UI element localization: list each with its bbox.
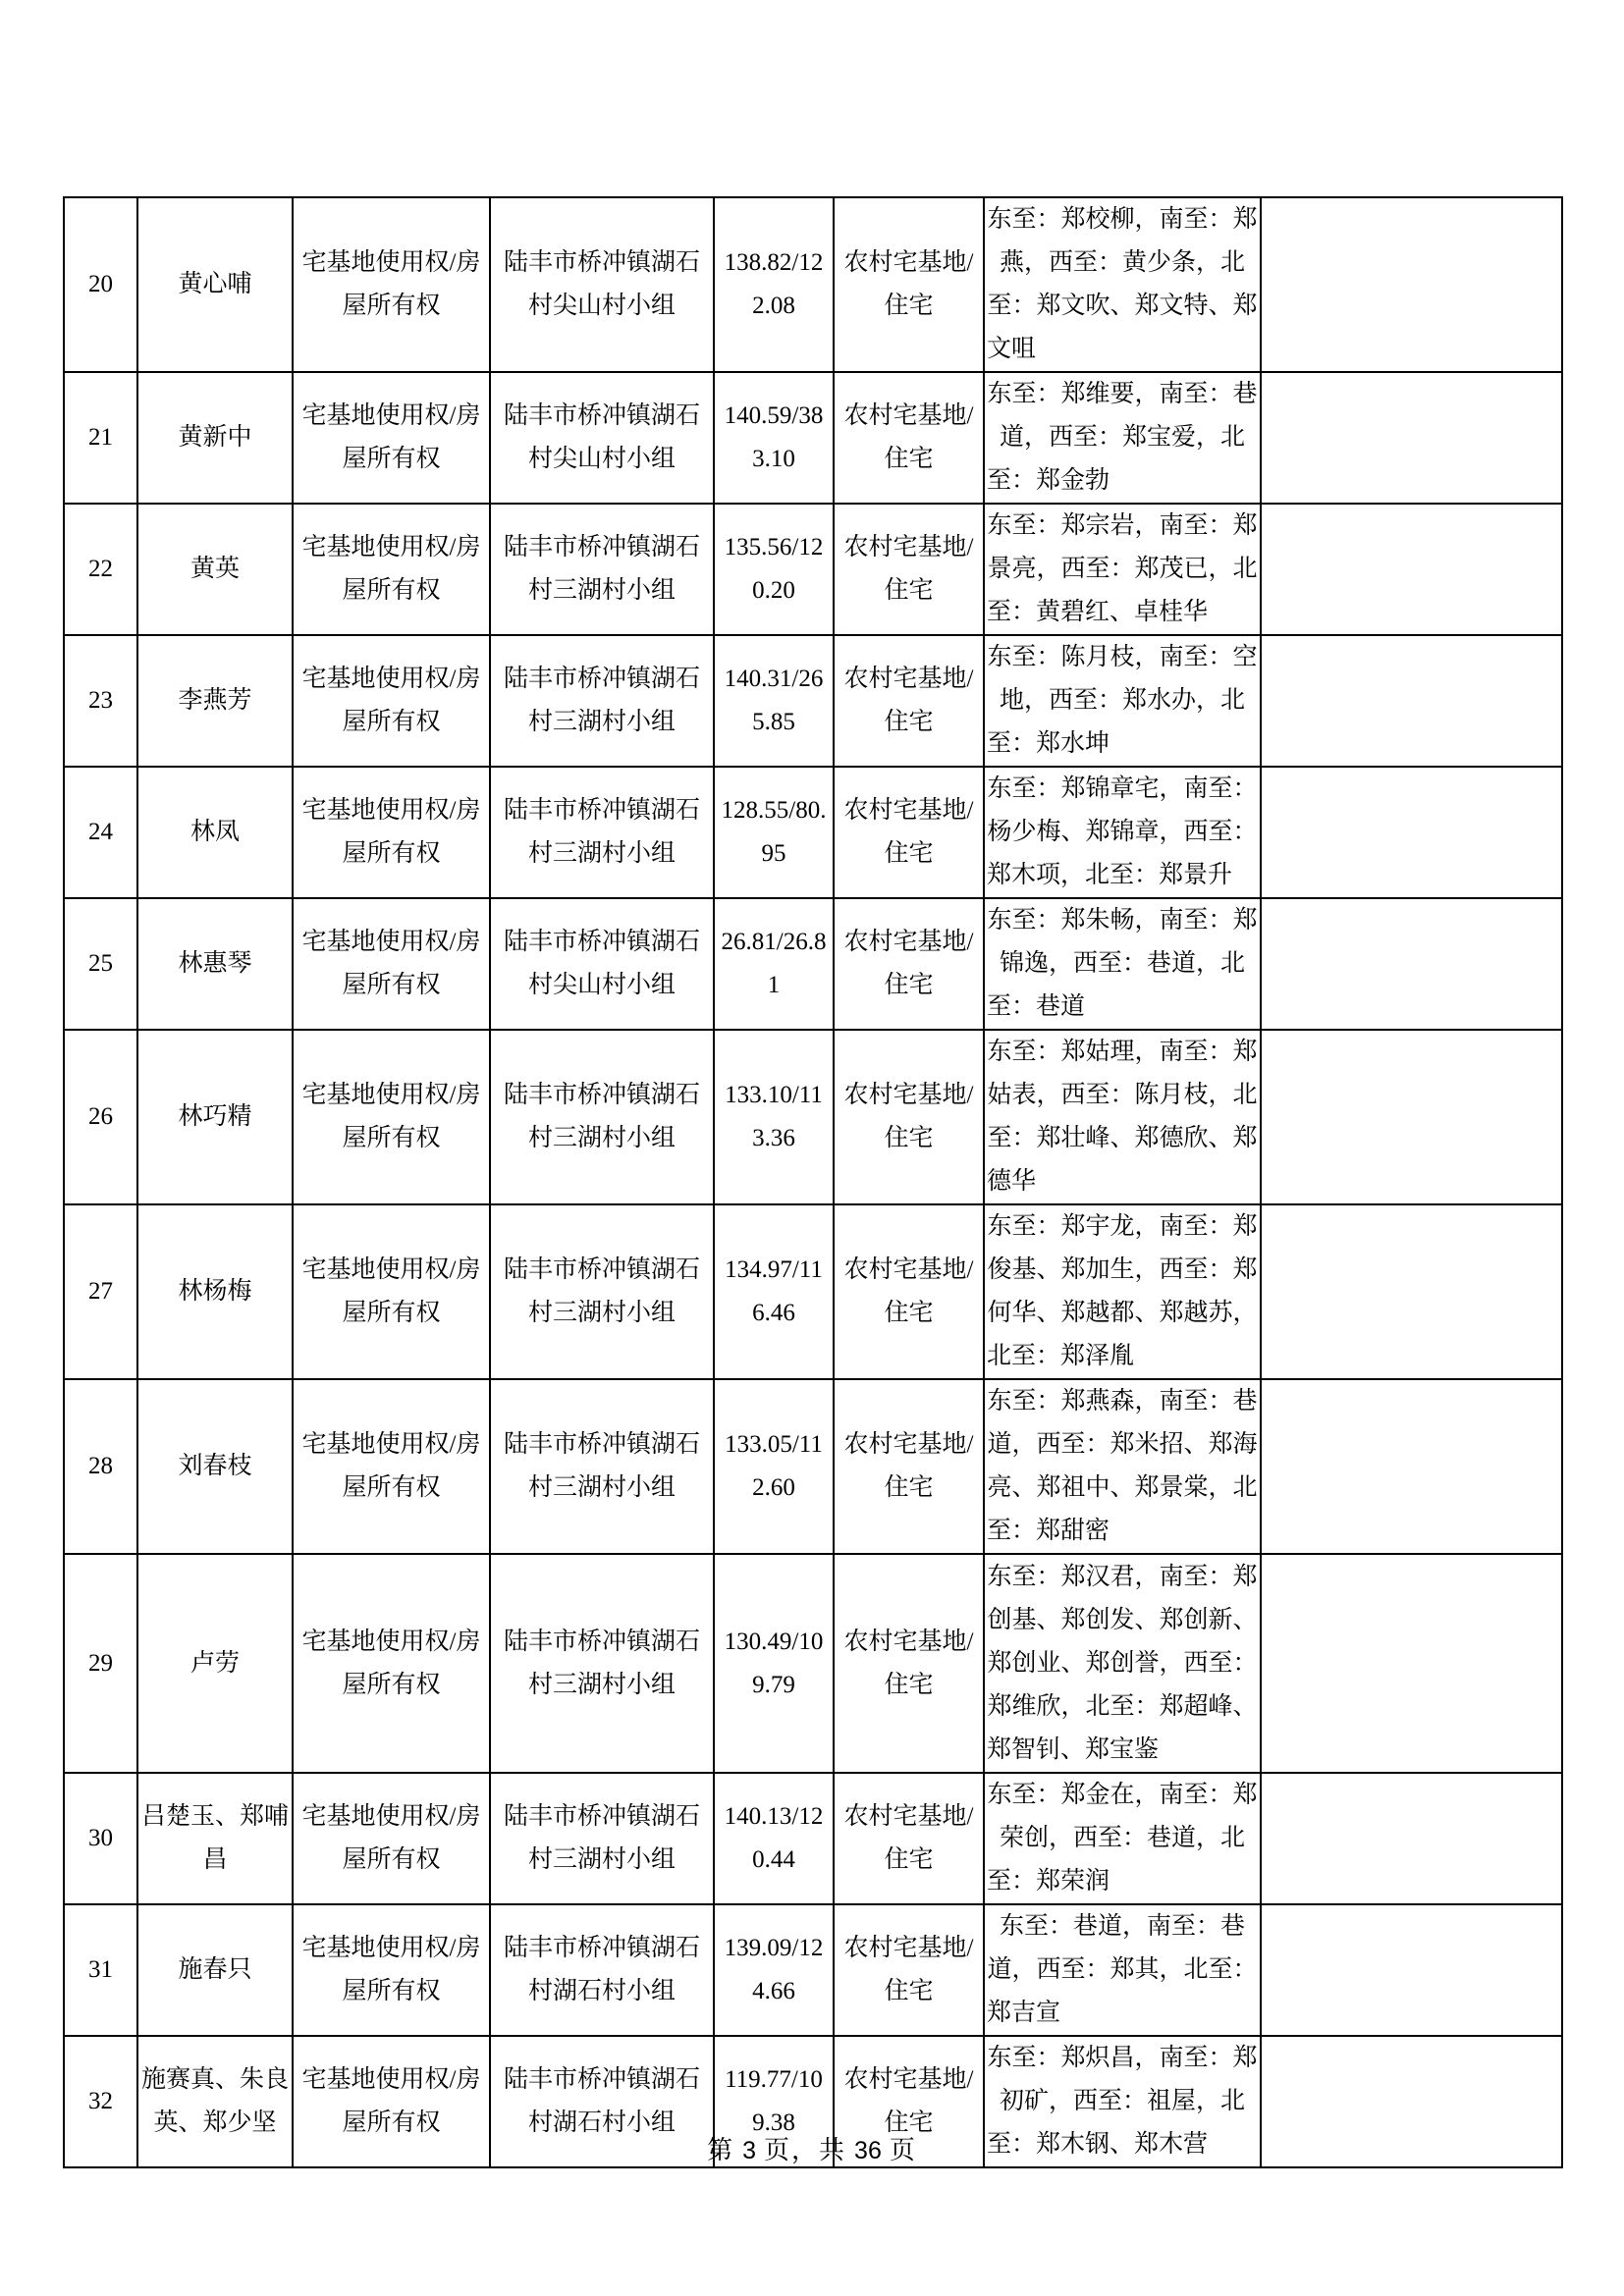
cell-location: 陆丰市桥冲镇湖石村三湖村小组	[490, 635, 714, 767]
cell-owner-name: 林巧精	[137, 1030, 293, 1204]
cell-usage: 农村宅基地/住宅	[834, 1204, 984, 1379]
cell-boundaries: 东至：郑金在，南至：郑荣创，西至：巷道，北至：郑荣润	[984, 1773, 1261, 1904]
cell-remark	[1261, 1904, 1562, 2036]
cell-owner-name: 卢劳	[137, 1554, 293, 1773]
cell-owner-name: 李燕芳	[137, 635, 293, 767]
cell-boundaries: 东至：郑燕森，南至：巷道，西至：郑米招、郑海亮、郑祖中、郑景棠，北至：郑甜密	[984, 1379, 1261, 1554]
cell-seq-no: 20	[64, 197, 137, 372]
cell-owner-name: 黄英	[137, 504, 293, 635]
cell-area: 133.05/112.60	[714, 1379, 834, 1554]
cell-owner-name: 林凤	[137, 767, 293, 898]
cell-remark	[1261, 767, 1562, 898]
cell-seq-no: 28	[64, 1379, 137, 1554]
cell-usage: 农村宅基地/住宅	[834, 635, 984, 767]
cell-right-type: 宅基地使用权/房屋所有权	[293, 1554, 490, 1773]
cell-location: 陆丰市桥冲镇湖石村湖石村小组	[490, 2036, 714, 2167]
table-row	[64, 197, 1562, 372]
cell-right-type: 宅基地使用权/房屋所有权	[293, 767, 490, 898]
cell-area: 133.10/113.36	[714, 1030, 834, 1204]
cell-area: 128.55/80.95	[714, 767, 834, 898]
cell-area: 140.13/120.44	[714, 1773, 834, 1904]
cell-seq-no: 22	[64, 504, 137, 635]
cell-boundaries: 东至：郑锦章宅，南至：杨少梅、郑锦章，西至：郑木项，北至：郑景升	[984, 767, 1261, 898]
cell-area: 135.56/120.20	[714, 504, 834, 635]
cell-remark	[1261, 1554, 1562, 1773]
table-row	[64, 1030, 1562, 1204]
footer-prefix-label: 第	[707, 2136, 735, 2164]
cell-usage: 农村宅基地/住宅	[834, 767, 984, 898]
cell-right-type: 宅基地使用权/房屋所有权	[293, 504, 490, 635]
cell-area: 26.81/26.81	[714, 898, 834, 1030]
cell-boundaries: 东至：郑朱畅，南至：郑锦逸，西至：巷道，北至：巷道	[984, 898, 1261, 1030]
cell-right-type: 宅基地使用权/房屋所有权	[293, 1204, 490, 1379]
cell-area: 119.77/109.38	[714, 2036, 834, 2167]
cell-usage: 农村宅基地/住宅	[834, 372, 984, 504]
cell-owner-name: 吕楚玉、郑哺昌	[137, 1773, 293, 1904]
footer-infix-label: 页，共	[764, 2136, 847, 2164]
cell-usage: 农村宅基地/住宅	[834, 898, 984, 1030]
cell-location: 陆丰市桥冲镇湖石村三湖村小组	[490, 1379, 714, 1554]
cell-location: 陆丰市桥冲镇湖石村尖山村小组	[490, 197, 714, 372]
cell-area: 140.59/383.10	[714, 372, 834, 504]
cell-seq-no: 27	[64, 1204, 137, 1379]
table-body	[64, 197, 1562, 2167]
cell-owner-name: 林惠琴	[137, 898, 293, 1030]
cell-right-type: 宅基地使用权/房屋所有权	[293, 372, 490, 504]
cell-boundaries: 东至：郑炽昌，南至：郑初矿，西至：祖屋，北至：郑木钢、郑木营	[984, 2036, 1261, 2167]
cell-location: 陆丰市桥冲镇湖石村尖山村小组	[490, 898, 714, 1030]
table-row	[64, 1204, 1562, 1379]
cell-remark	[1261, 197, 1562, 372]
cell-right-type: 宅基地使用权/房屋所有权	[293, 635, 490, 767]
table-row	[64, 1904, 1562, 2036]
cell-usage: 农村宅基地/住宅	[834, 2036, 984, 2167]
cell-usage: 农村宅基地/住宅	[834, 1773, 984, 1904]
property-rights-table	[63, 196, 1563, 2168]
cell-location: 陆丰市桥冲镇湖石村尖山村小组	[490, 372, 714, 504]
cell-remark	[1261, 1204, 1562, 1379]
cell-right-type: 宅基地使用权/房屋所有权	[293, 1030, 490, 1204]
cell-usage: 农村宅基地/住宅	[834, 1030, 984, 1204]
cell-seq-no: 21	[64, 372, 137, 504]
cell-seq-no: 30	[64, 1773, 137, 1904]
total-pages: 36	[854, 2137, 882, 2164]
cell-usage: 农村宅基地/住宅	[834, 1379, 984, 1554]
cell-boundaries: 东至：郑宗岩，南至：郑景亮，西至：郑茂已，北至：黄碧红、卓桂华	[984, 504, 1261, 635]
cell-seq-no: 32	[64, 2036, 137, 2167]
cell-right-type: 宅基地使用权/房屋所有权	[293, 197, 490, 372]
cell-seq-no: 24	[64, 767, 137, 898]
table-row	[64, 372, 1562, 504]
cell-right-type: 宅基地使用权/房屋所有权	[293, 2036, 490, 2167]
cell-location: 陆丰市桥冲镇湖石村三湖村小组	[490, 1773, 714, 1904]
cell-boundaries: 东至：郑维要，南至：巷道，西至：郑宝爱，北至：郑金勃	[984, 372, 1261, 504]
cell-seq-no: 23	[64, 635, 137, 767]
cell-area: 139.09/124.66	[714, 1904, 834, 2036]
footer-suffix-label: 页	[889, 2136, 917, 2164]
cell-remark	[1261, 1379, 1562, 1554]
cell-seq-no: 31	[64, 1904, 137, 2036]
cell-area: 138.82/122.08	[714, 197, 834, 372]
cell-boundaries: 东至：郑校柳，南至：郑燕，西至：黄少条，北至：郑文吹、郑文特、郑文咀	[984, 197, 1261, 372]
cell-right-type: 宅基地使用权/房屋所有权	[293, 1904, 490, 2036]
cell-remark	[1261, 1773, 1562, 1904]
table-row	[64, 1379, 1562, 1554]
cell-remark	[1261, 372, 1562, 504]
cell-remark	[1261, 504, 1562, 635]
cell-boundaries: 东至：郑宇龙，南至：郑俊基、郑加生，西至：郑何华、郑越都、郑越苏，北至：郑泽胤	[984, 1204, 1261, 1379]
cell-area: 134.97/116.46	[714, 1204, 834, 1379]
cell-area: 140.31/265.85	[714, 635, 834, 767]
cell-boundaries: 东至：郑姑理，南至：郑姑表，西至：陈月枝，北至：郑壮峰、郑德欣、郑德华	[984, 1030, 1261, 1204]
cell-location: 陆丰市桥冲镇湖石村湖石村小组	[490, 1904, 714, 2036]
table-row	[64, 504, 1562, 635]
table-row	[64, 635, 1562, 767]
cell-seq-no: 25	[64, 898, 137, 1030]
cell-owner-name: 黄新中	[137, 372, 293, 504]
cell-location: 陆丰市桥冲镇湖石村三湖村小组	[490, 767, 714, 898]
cell-right-type: 宅基地使用权/房屋所有权	[293, 1773, 490, 1904]
cell-remark	[1261, 1030, 1562, 1204]
cell-remark	[1261, 898, 1562, 1030]
cell-boundaries: 东至：郑汉君，南至：郑创基、郑创发、郑创新、郑创业、郑创誉，西至：郑维欣，北至：郑超峰、郑智钊、郑宝鉴	[984, 1554, 1261, 1773]
cell-owner-name: 施春只	[137, 1904, 293, 2036]
cell-owner-name: 刘春枝	[137, 1379, 293, 1554]
cell-right-type: 宅基地使用权/房屋所有权	[293, 898, 490, 1030]
cell-owner-name: 林杨梅	[137, 1204, 293, 1379]
cell-location: 陆丰市桥冲镇湖石村三湖村小组	[490, 1204, 714, 1379]
cell-area: 130.49/109.79	[714, 1554, 834, 1773]
cell-usage: 农村宅基地/住宅	[834, 197, 984, 372]
cell-seq-no: 26	[64, 1030, 137, 1204]
page-footer	[0, 2130, 1624, 2166]
cell-boundaries: 东至：巷道，南至：巷道，西至：郑其，北至：郑吉宣	[984, 1904, 1261, 2036]
cell-usage: 农村宅基地/住宅	[834, 1904, 984, 2036]
cell-location: 陆丰市桥冲镇湖石村三湖村小组	[490, 504, 714, 635]
cell-boundaries: 东至：陈月枝，南至：空地，西至：郑水办，北至：郑水坤	[984, 635, 1261, 767]
cell-usage: 农村宅基地/住宅	[834, 1554, 984, 1773]
table-row	[64, 767, 1562, 898]
cell-usage: 农村宅基地/住宅	[834, 504, 984, 635]
table-row	[64, 1773, 1562, 1904]
cell-seq-no: 29	[64, 1554, 137, 1773]
cell-remark	[1261, 635, 1562, 767]
cell-owner-name: 施赛真、朱良英、郑少坚	[137, 2036, 293, 2167]
cell-location: 陆丰市桥冲镇湖石村三湖村小组	[490, 1554, 714, 1773]
cell-right-type: 宅基地使用权/房屋所有权	[293, 1379, 490, 1554]
table-row	[64, 1554, 1562, 1773]
page-number: 3	[742, 2137, 757, 2164]
cell-owner-name: 黄心哺	[137, 197, 293, 372]
table-row	[64, 898, 1562, 1030]
cell-location: 陆丰市桥冲镇湖石村三湖村小组	[490, 1030, 714, 1204]
